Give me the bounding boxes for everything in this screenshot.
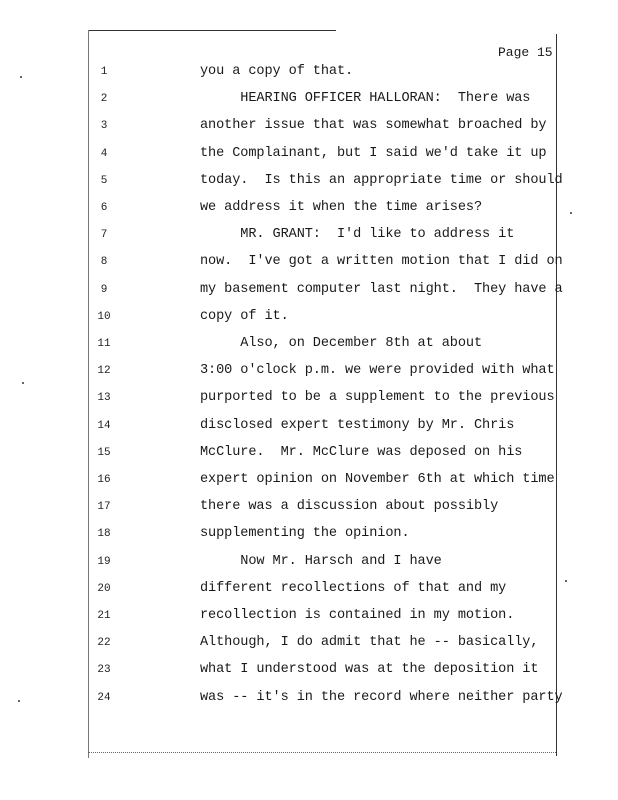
line-number: 5: [100, 174, 108, 187]
line-text: copy of it.: [200, 308, 289, 324]
line-number: 11: [97, 338, 111, 350]
line-text: there was a discussion about possibly: [200, 499, 499, 515]
line-number: 20: [97, 582, 111, 595]
line-number: 6: [100, 202, 108, 214]
line-text: recollection is contained in my motion.: [200, 608, 515, 623]
line-text: Now Mr. Harsch and I have: [200, 553, 442, 569]
line-number: 4: [100, 147, 108, 160]
line-number: 19: [97, 555, 111, 568]
line-number: 12: [97, 365, 111, 378]
line-text: disclosed expert testimony by Mr. Chris: [200, 417, 515, 433]
line-number: 13: [97, 392, 111, 405]
line-number: 17: [97, 501, 111, 514]
scan-speck: [570, 212, 572, 214]
scan-speck: [22, 382, 24, 384]
line-text: Also, on December 8th at about: [200, 336, 483, 351]
line-text: McClure. Mr. McClure was deposed on his: [200, 444, 523, 460]
scan-speck: [565, 580, 567, 582]
line-text: HEARING OFFICER HALLORAN: There was: [200, 91, 531, 107]
line-text: different recollections of that and my: [200, 580, 507, 596]
line-number: 3: [100, 120, 108, 133]
scan-speck: [18, 700, 20, 702]
line-text: what I understood was at the deposition it: [200, 662, 539, 678]
right-margin-rule: [556, 34, 557, 756]
scan-speck: [20, 76, 22, 78]
line-number: 14: [97, 419, 111, 432]
top-rule: [88, 30, 336, 31]
line-text: you a copy of that.: [200, 64, 354, 79]
line-number: 1: [100, 66, 108, 78]
line-text: supplementing the opinion.: [200, 526, 410, 542]
line-number: 7: [100, 229, 108, 242]
line-number: 18: [97, 528, 111, 541]
line-text: my basement computer last night. They have a: [200, 281, 563, 297]
line-text: MR. GRANT: I'd like to address it: [200, 227, 515, 243]
bottom-rule: [88, 752, 556, 753]
line-number: 8: [100, 256, 108, 269]
line-text: purported to be a supplement to the previous: [200, 390, 555, 406]
line-number: 16: [97, 474, 111, 486]
line-number: 2: [100, 93, 108, 106]
line-text: the Complainant, but I said we'd take it up: [200, 145, 547, 161]
page-number: Page 15: [498, 45, 553, 60]
line-number: 24: [97, 691, 111, 704]
line-number: 22: [97, 637, 111, 650]
line-text: Although, I do admit that he -- basically,: [200, 635, 539, 651]
line-number: 21: [97, 610, 111, 622]
line-text: now. I've got a written motion that I did on: [200, 254, 563, 270]
line-number: 9: [100, 283, 108, 296]
line-text: we address it when the time arises?: [200, 200, 483, 215]
line-number: 10: [97, 310, 111, 323]
line-text: today. Is this an appropriate time or should: [200, 172, 563, 188]
line-text: expert opinion on November 6th at which time: [200, 472, 555, 487]
line-text: 3:00 o'clock p.m. we were provided with what: [200, 363, 555, 379]
line-text: another issue that was somewhat broached by: [200, 118, 547, 134]
line-number: 15: [97, 446, 111, 459]
line-number: 23: [97, 664, 111, 677]
line-text: was -- it's in the record where neither party: [200, 689, 563, 705]
